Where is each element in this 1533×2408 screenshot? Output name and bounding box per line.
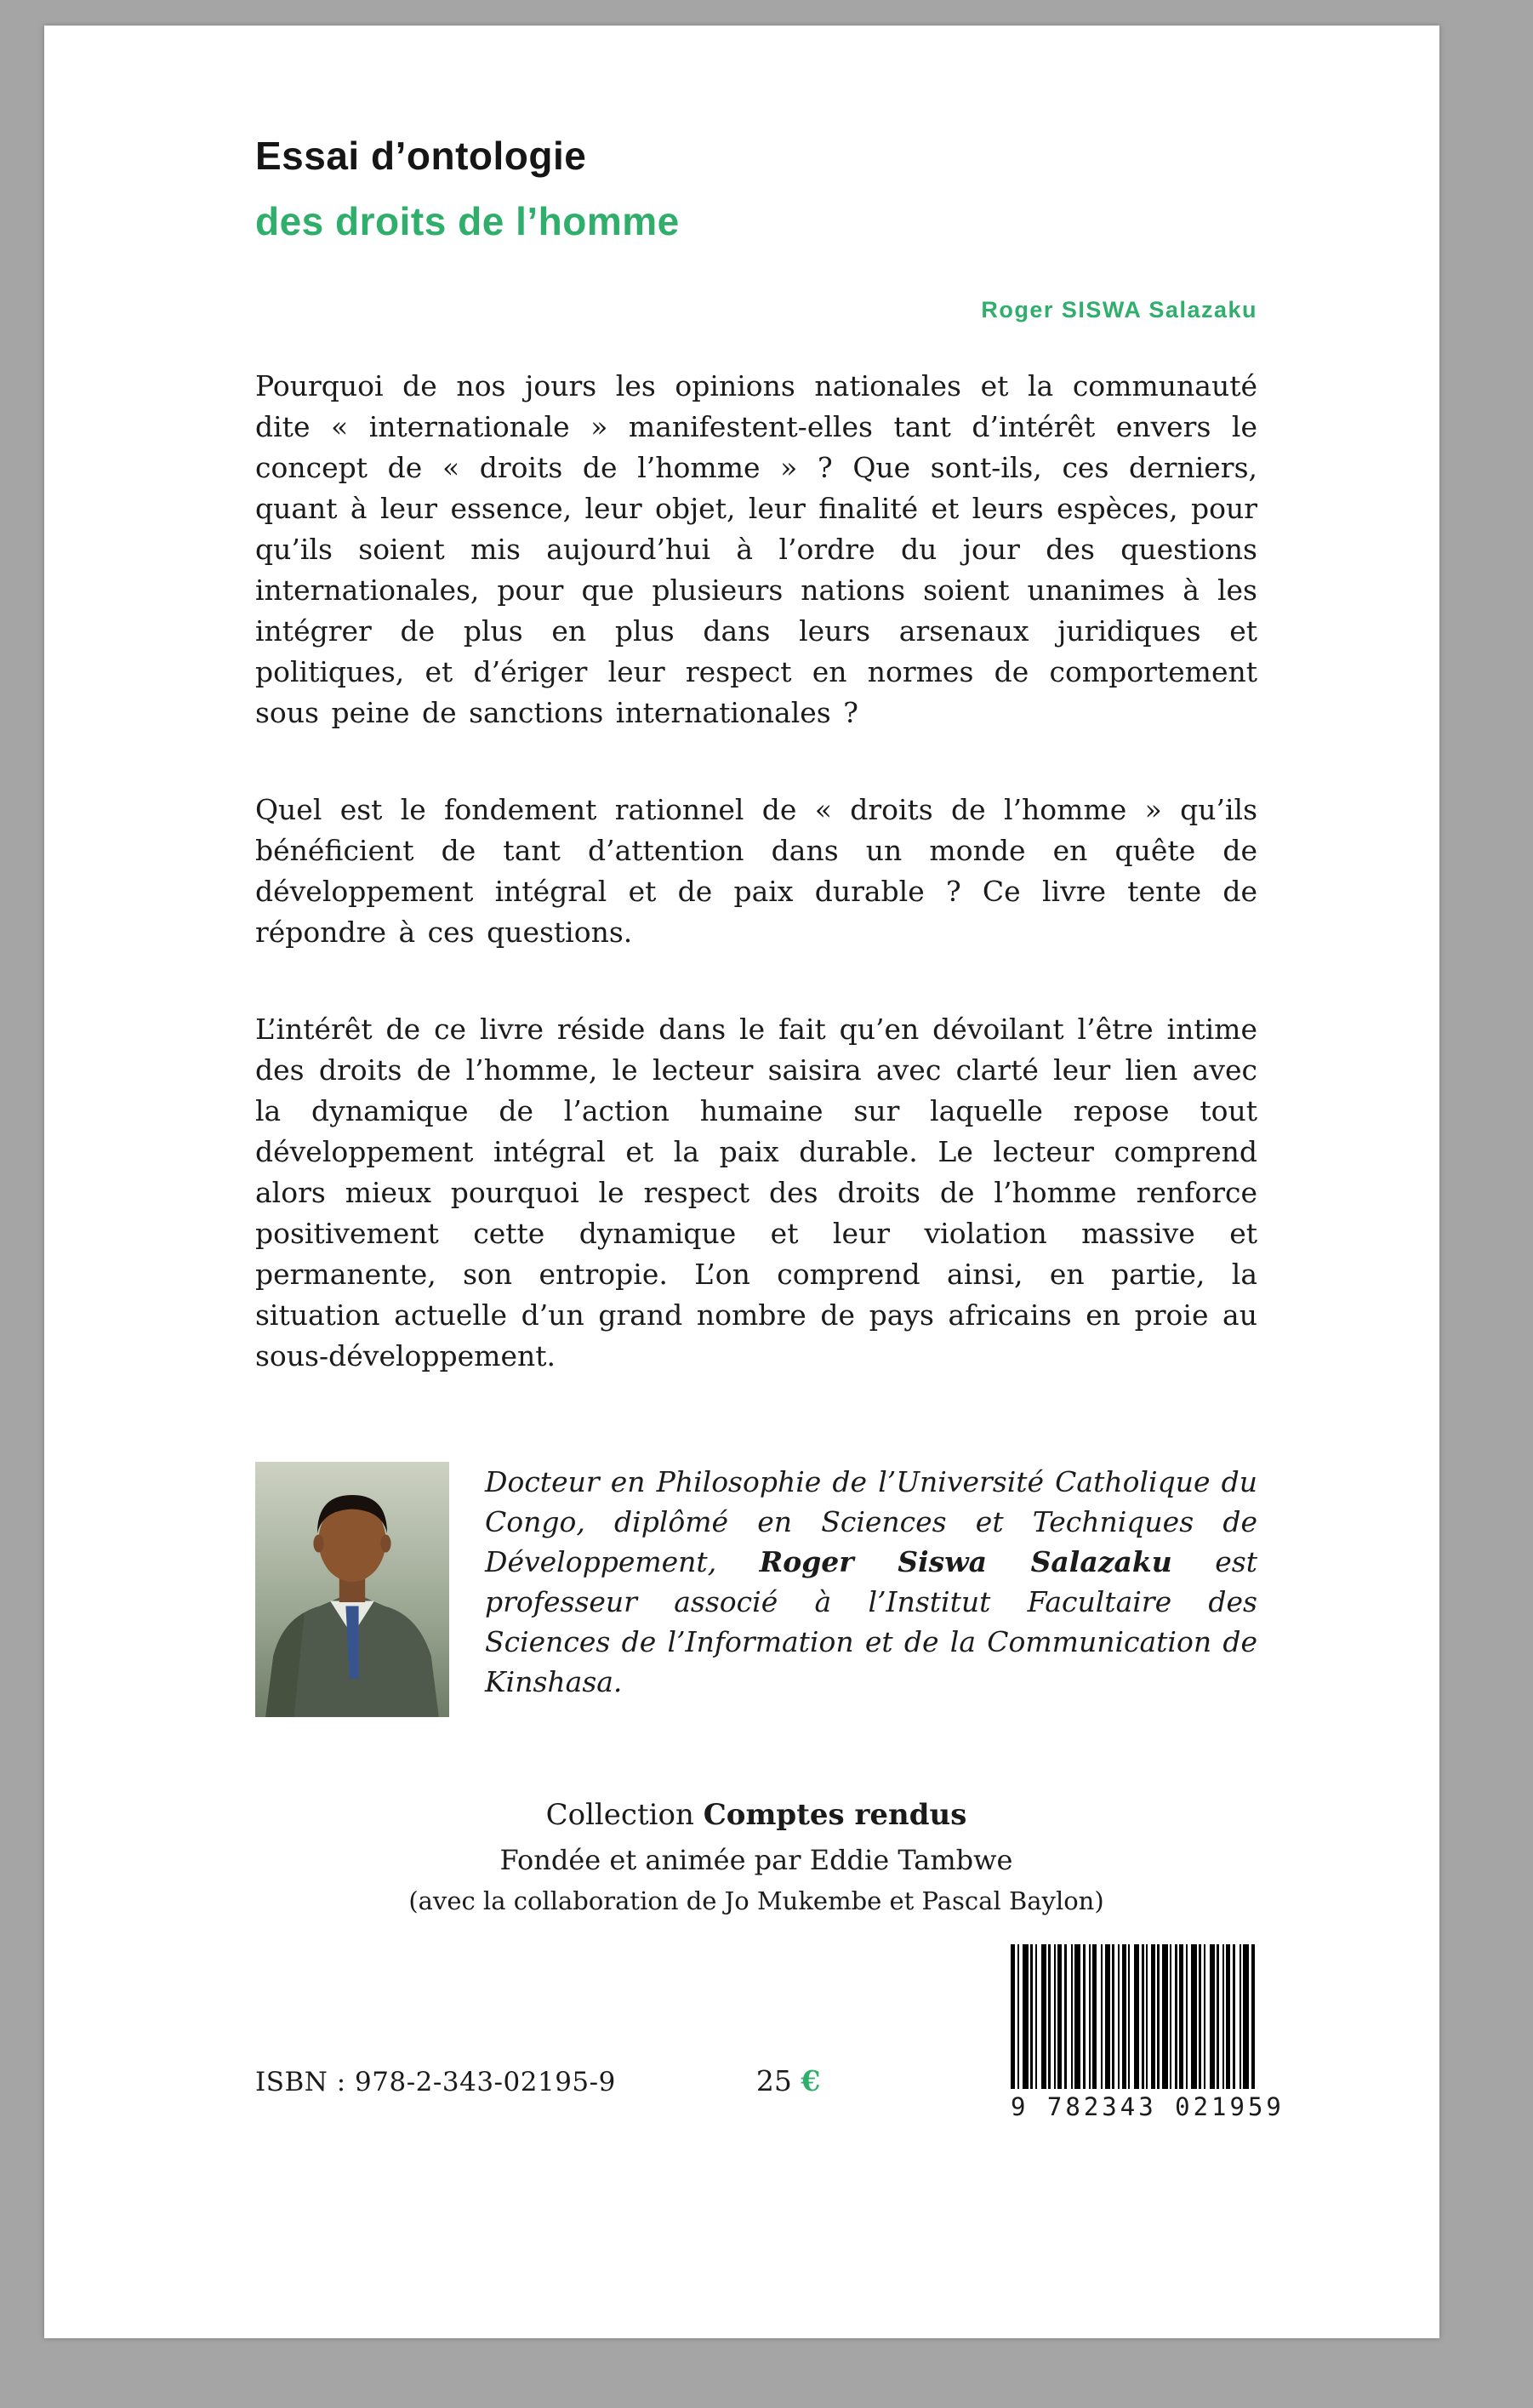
collection-label: Collection	[545, 1798, 694, 1833]
author-name: Roger SISWA Salazaku	[981, 297, 1257, 323]
author-bio-section	[255, 1462, 1257, 1717]
cover-content	[44, 26, 1439, 2121]
barcode-number: 9 782343 021959	[1011, 2089, 1257, 2121]
author-photo	[255, 1462, 449, 1717]
bio-part2: est professeur associé à l’Institut Facultaire des Sciences de l’Information et de la Communication de Kinshasa.	[485, 1545, 1257, 1699]
bio-author-bold-name: Roger Siswa Salazaku	[759, 1545, 1172, 1579]
book-subtitle: des droits de l’homme	[255, 198, 680, 243]
barcode-bars	[1011, 1944, 1257, 2089]
isbn-text: ISBN : 978-2-343-02195-9	[255, 2067, 616, 2098]
paragraph-3: L’intérêt de ce livre réside dans le fait qu’en dévoilant l’être intime des droits de l’homme, le lecteur saisira avec clarté leur lien avec la dynamique de l’action humaine sur laquelle repose tout développement intégral et la paix durable. Le lecteur comprend alors mieux pourquoi le respect des droits de l’homme renforce positivement cette dynamique et leur violation massive et permanente, son entropie. L’on comprend ainsi, en partie, la situation actuelle d’un grand nombre de pays africains en proie au sous-développement.	[255, 1013, 1257, 1373]
price-value: 25	[755, 2064, 792, 2098]
author-bio-text	[485, 1462, 1257, 1717]
back-cover-text	[255, 366, 1257, 1377]
paragraph-2: Quel est le fondement rationnel de « droits de l’homme » qu’ils bénéficient de tant d’attention dans un monde en quête de développement intégral et de paix durable ? Ce livre tente de répondre à ces questions.	[255, 793, 1257, 950]
footer-row	[255, 1944, 1285, 2122]
author-portrait-graphic	[255, 1462, 449, 1717]
collection-block	[255, 1798, 1257, 1915]
price-text	[756, 2064, 820, 2097]
euro-symbol: €	[801, 2064, 821, 2098]
paragraph-1: Pourquoi de nos jours les opinions nationales et la communauté dite « internationale » manifestent-elles tant d’intérêt envers le concept de « droits de l’homme » ? Que sont-ils, ces derniers, quant à leur essence, leur objet, leur finalité et leurs espèces, pour qu’ils soient mis aujourd’hui à l’ordre du jour des questions internationales, pour que plusieurs nations soient unanimes à les intégrer de plus en plus dans leurs arsenaux juridiques et politiques, et d’ériger leur respect en normes de comportement sous peine de sanctions internationales ?	[255, 369, 1257, 730]
book-back-cover	[44, 26, 1439, 2338]
collection-line	[255, 1798, 1257, 1832]
bio-part1: Docteur en Philosophie de l’Université Catholique du Congo, diplômé en Sciences et Techniques de Développement,	[485, 1465, 1257, 1579]
collection-name: Comptes rendus	[703, 1798, 967, 1833]
barcode	[1011, 1944, 1285, 2122]
book-title: Essai d’ontologie	[255, 134, 587, 178]
collection-collaborators: (avec la collaboration de Jo Mukembe et Pascal Baylon)	[408, 1886, 1104, 1916]
collection-founder: Fondée et animée par Eddie Tambwe	[499, 1844, 1013, 1877]
